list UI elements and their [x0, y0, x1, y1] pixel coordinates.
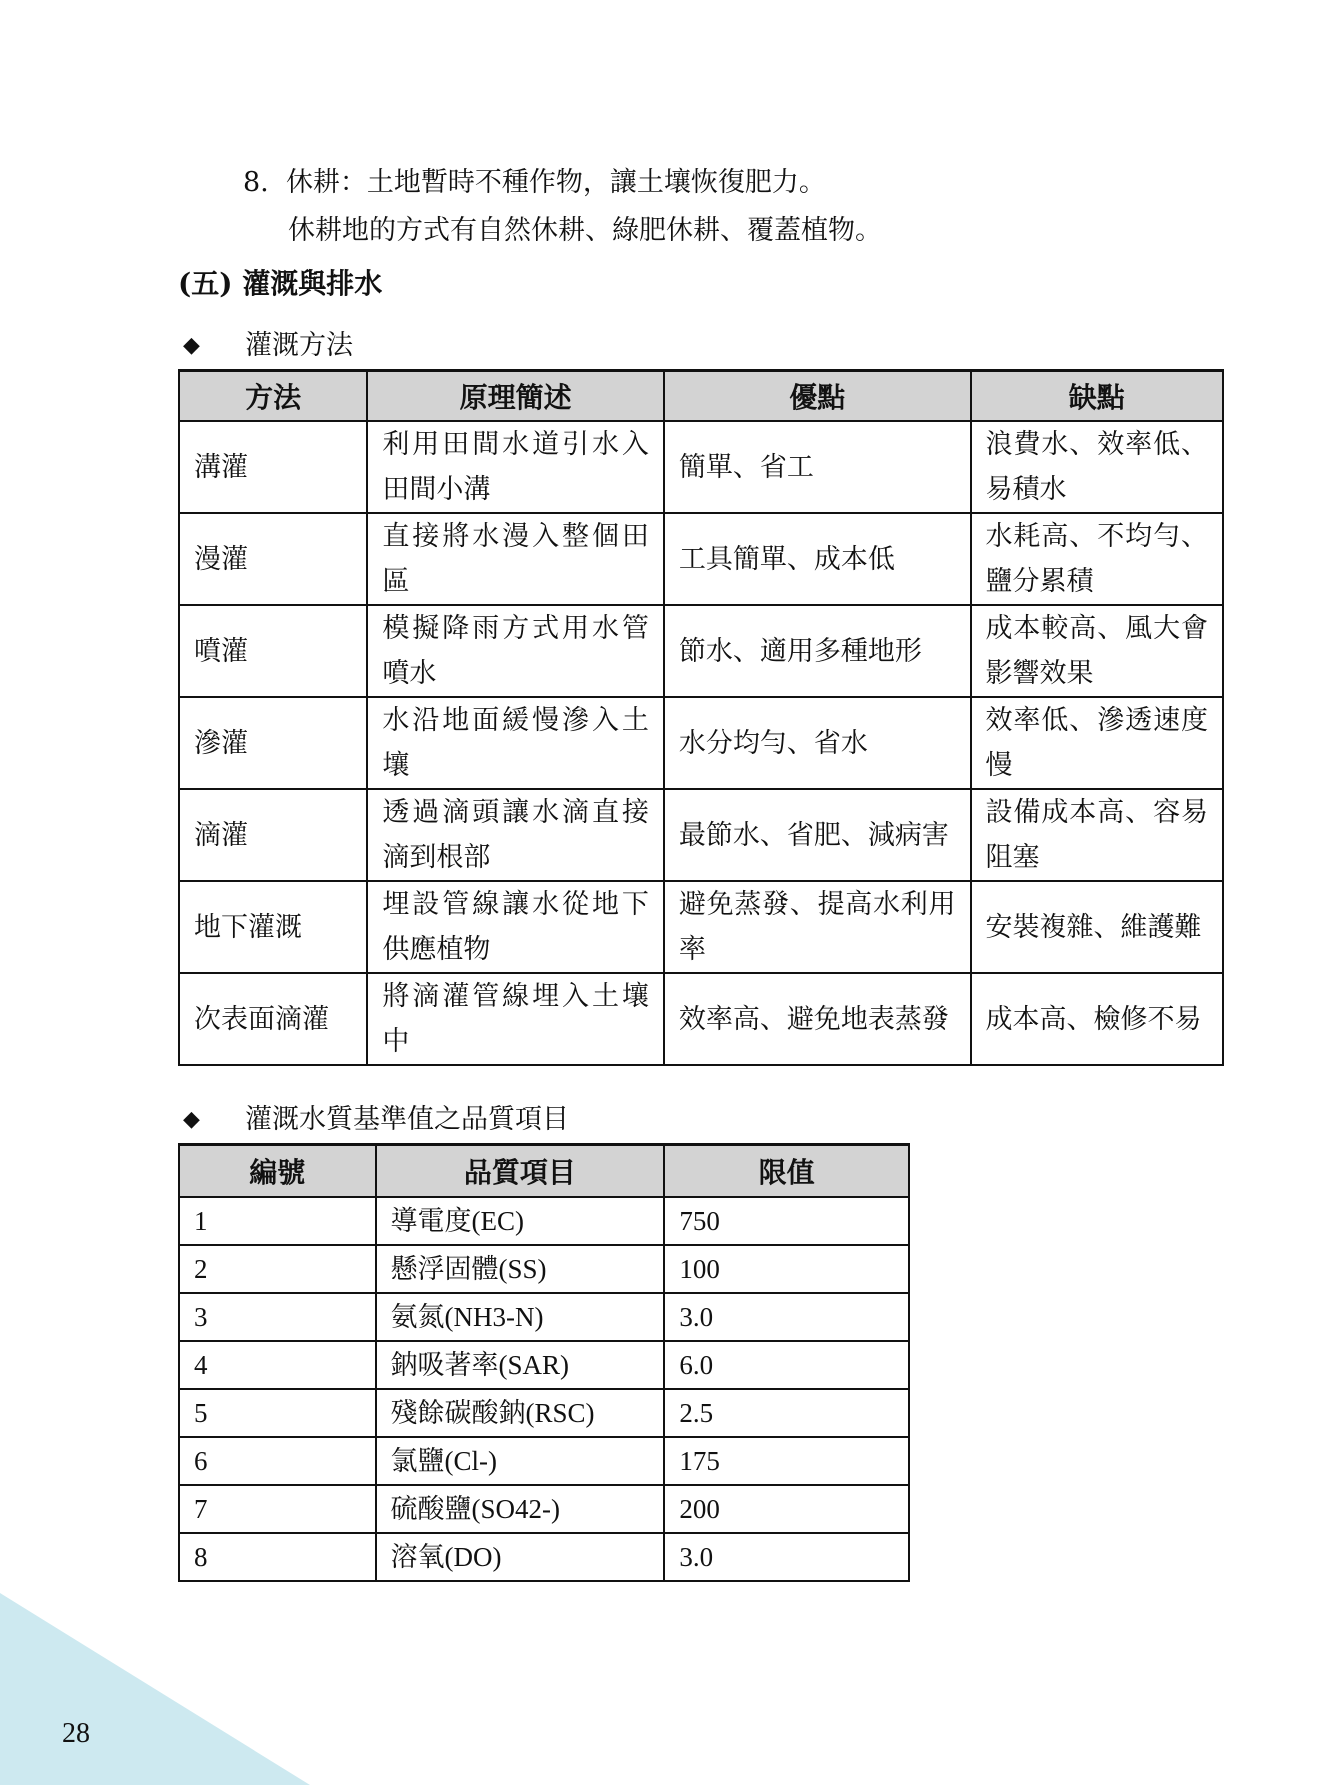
quality-item-cell: 硫酸鹽(SO42-) — [376, 1485, 665, 1533]
header-method: 方法 — [179, 371, 367, 422]
header-limit: 限值 — [664, 1145, 909, 1198]
number-cell: 3 — [179, 1293, 376, 1341]
table-row — [179, 1533, 909, 1581]
table-row — [179, 789, 1223, 881]
method-cell: 漫灌 — [179, 513, 367, 605]
quality-item-cell: 懸浮固體(SS) — [376, 1245, 665, 1293]
limit-cell: 6.0 — [664, 1341, 909, 1389]
advantage-cell: 避免蒸發、提高水利用率 — [664, 881, 971, 973]
quality-item-cell: 鈉吸著率(SAR) — [376, 1341, 665, 1389]
principle-cell: 埋設管線讓水從地下供應植物 — [367, 881, 664, 973]
header-quality-item: 品質項目 — [376, 1145, 665, 1198]
principle-cell: 將滴灌管線埋入土壤中 — [367, 973, 664, 1065]
header-disadvantages: 缺點 — [971, 371, 1224, 422]
method-cell: 噴灌 — [179, 605, 367, 697]
limit-cell: 200 — [664, 1485, 909, 1533]
limit-cell: 175 — [664, 1437, 909, 1485]
principle-cell: 模擬降雨方式用水管噴水 — [367, 605, 664, 697]
number-cell: 5 — [179, 1389, 376, 1437]
header-number: 編號 — [179, 1145, 376, 1198]
table-row — [179, 513, 1223, 605]
quality-item-cell: 殘餘碳酸鈉(RSC) — [376, 1389, 665, 1437]
principle-cell: 利用田間水道引水入田間小溝 — [367, 421, 664, 513]
limit-cell: 3.0 — [664, 1533, 909, 1581]
disadvantage-cell: 成本高、檢修不易 — [971, 973, 1224, 1065]
irrigation-methods-table — [178, 369, 1224, 1066]
advantage-cell: 效率高、避免地表蒸發 — [664, 973, 971, 1065]
table-row — [179, 605, 1223, 697]
diamond-bullet-icon: ◆ — [183, 333, 200, 358]
table-row — [179, 1485, 909, 1533]
quality-item-cell: 導電度(EC) — [376, 1197, 665, 1245]
advantage-cell: 水分均勻、省水 — [664, 697, 971, 789]
advantage-cell: 工具簡單、成本低 — [664, 513, 971, 605]
principle-cell: 透過滴頭讓水滴直接滴到根部 — [367, 789, 664, 881]
disadvantage-cell: 成本較高、風大會影響效果 — [971, 605, 1224, 697]
header-advantages: 優點 — [664, 371, 971, 422]
disadvantage-cell: 設備成本高、容易阻塞 — [971, 789, 1224, 881]
quality-item-cell: 氨氮(NH3-N) — [376, 1293, 665, 1341]
number-cell: 4 — [179, 1341, 376, 1389]
table-row — [179, 1341, 909, 1389]
table-row — [179, 973, 1223, 1065]
table-row — [179, 1293, 909, 1341]
limit-cell: 100 — [664, 1245, 909, 1293]
method-cell: 次表面滴灌 — [179, 973, 367, 1065]
table-row — [179, 1389, 909, 1437]
number-cell: 7 — [179, 1485, 376, 1533]
table-row — [179, 1197, 909, 1245]
disadvantage-cell: 安裝複雜、維護難 — [971, 881, 1224, 973]
diamond-bullet-icon: ◆ — [183, 1107, 200, 1132]
table-row — [179, 1245, 909, 1293]
number-cell: 6 — [179, 1437, 376, 1485]
method-cell: 滴灌 — [179, 789, 367, 881]
table-row — [179, 697, 1223, 789]
method-cell: 溝灌 — [179, 421, 367, 513]
method-cell: 地下灌溉 — [179, 881, 367, 973]
principle-cell: 水沿地面緩慢滲入土壤 — [367, 697, 664, 789]
number-cell: 2 — [179, 1245, 376, 1293]
item-text: 休耕：土地暫時不種作物，讓土壤恢復肥力。 — [285, 167, 826, 198]
number-cell: 1 — [179, 1197, 376, 1245]
limit-cell: 3.0 — [664, 1293, 909, 1341]
item-number: 8. — [243, 167, 269, 198]
table-row — [179, 1437, 909, 1485]
principle-cell: 直接將水漫入整個田區 — [367, 513, 664, 605]
water-quality-table — [178, 1143, 910, 1582]
page-number: 28 — [62, 1718, 90, 1749]
water-quality-heading — [183, 1100, 569, 1140]
quality-item-cell: 溶氧(DO) — [376, 1533, 665, 1581]
table-row — [179, 881, 1223, 973]
section-heading: (五) 灌溉與排水 — [178, 267, 383, 300]
advantage-cell: 節水、適用多種地形 — [664, 605, 971, 697]
disadvantage-cell: 浪費水、效率低、易積水 — [971, 421, 1224, 513]
table-row — [179, 421, 1223, 513]
disadvantage-cell: 效率低、滲透速度慢 — [971, 697, 1224, 789]
limit-cell: 750 — [664, 1197, 909, 1245]
disadvantage-cell: 水耗高、不均勻、鹽分累積 — [971, 513, 1224, 605]
fallow-methods: 休耕地的方式有自然休耕、綠肥休耕、覆蓋植物。 — [288, 215, 882, 246]
advantage-cell: 最節水、省肥、減病害 — [664, 789, 971, 881]
number-cell: 8 — [179, 1533, 376, 1581]
table-header-row — [179, 371, 1223, 422]
corner-decoration — [0, 1555, 340, 1785]
advantage-cell: 簡單、省工 — [664, 421, 971, 513]
irrigation-methods-heading — [183, 326, 353, 366]
quality-item-cell: 氯鹽(Cl-) — [376, 1437, 665, 1485]
limit-cell: 2.5 — [664, 1389, 909, 1437]
table-header-row — [179, 1145, 909, 1198]
fallow-item — [243, 163, 826, 203]
method-cell: 滲灌 — [179, 697, 367, 789]
heading-label: 灌溉方法 — [245, 330, 353, 361]
header-principle: 原理簡述 — [367, 371, 664, 422]
heading-label: 灌溉水質基準值之品質項目 — [245, 1104, 569, 1135]
